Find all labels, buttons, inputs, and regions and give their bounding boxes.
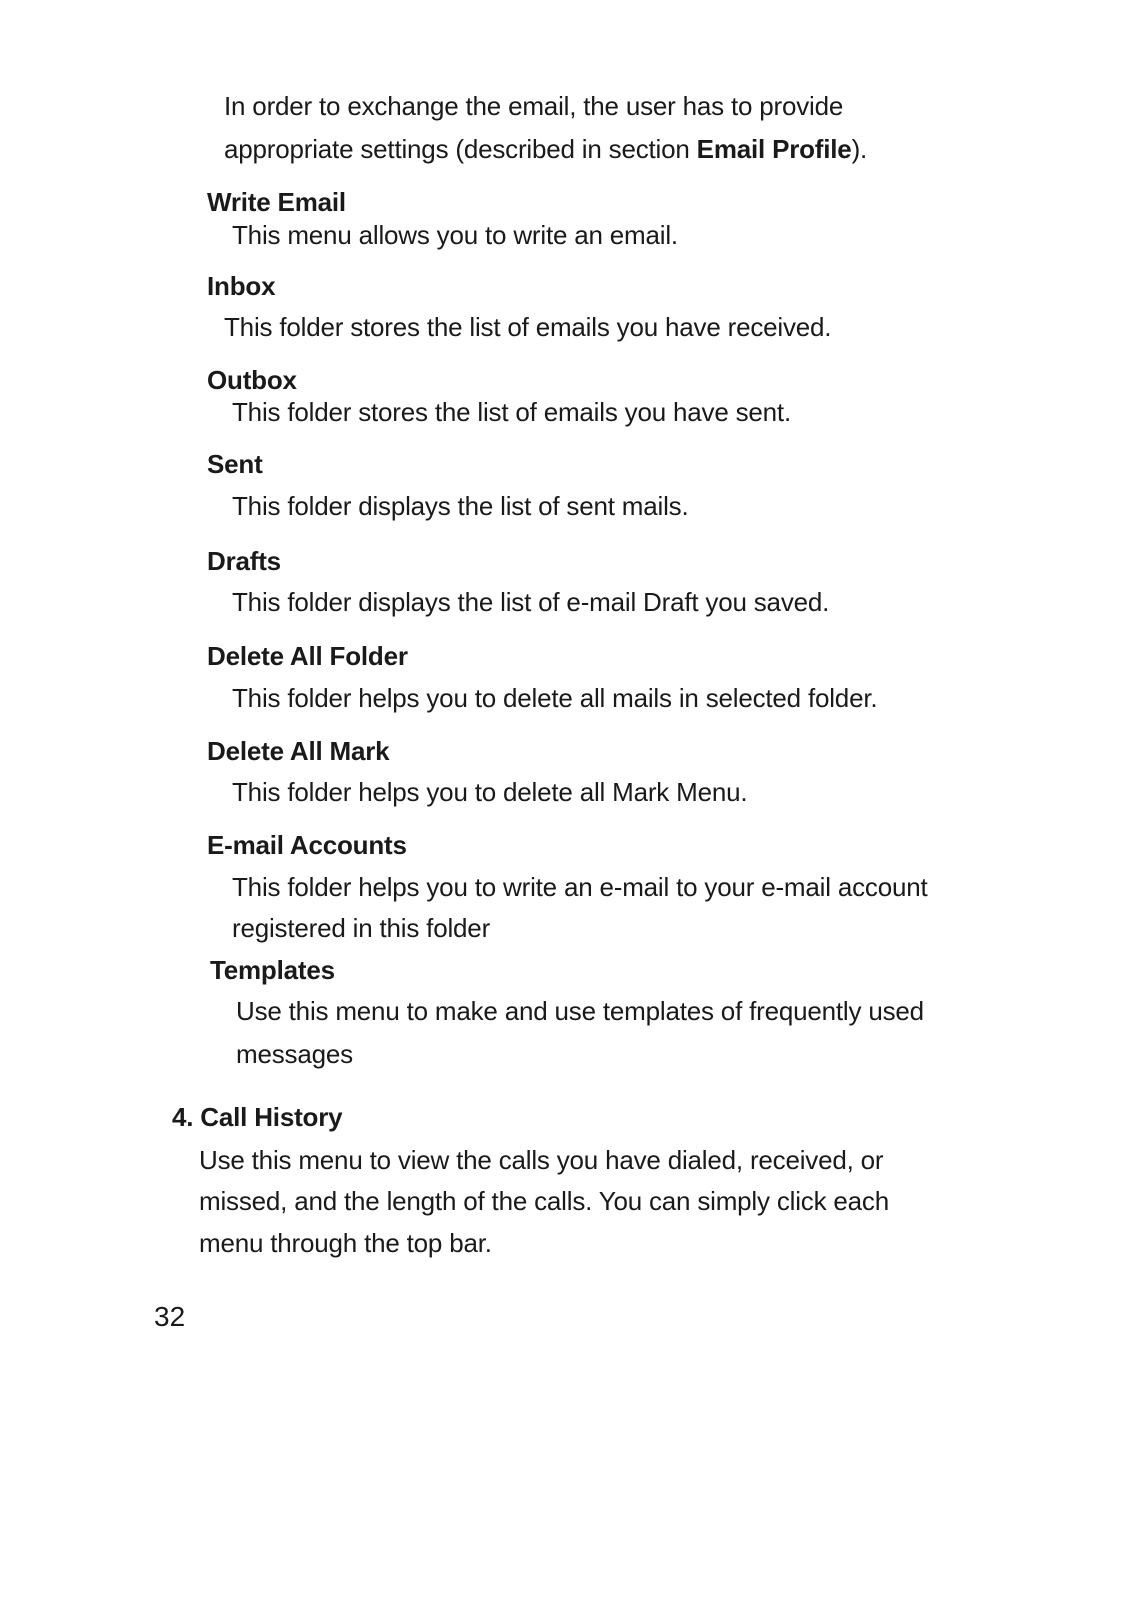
section-title-sent: Sent	[207, 449, 263, 479]
call-history-title: 4. Call History	[172, 1102, 343, 1132]
section-title-templates: Templates	[210, 955, 335, 985]
section-title-drafts: Drafts	[207, 546, 281, 576]
section-text-inbox: This folder stores the list of emails you have received.	[224, 312, 832, 342]
section-title-inbox: Inbox	[207, 271, 276, 301]
section-text-delete-all-folder: This folder helps you to delete all mails in selected folder.	[232, 683, 878, 713]
intro-line-2-end: ).	[851, 134, 868, 164]
page-number: 32	[154, 1301, 186, 1332]
section-text-sent: This folder displays the list of sent mails.	[232, 491, 689, 521]
section-text-email-accounts-2: registered in this folder	[232, 913, 491, 943]
section-text-write-email: This menu allows you to write an email.	[232, 220, 678, 250]
call-history-text-1: Use this menu to view the calls you have dialed, received, or	[199, 1145, 884, 1175]
section-text-delete-all-mark: This folder helps you to delete all Mark Menu.	[232, 777, 748, 807]
intro-line-2-text: appropriate settings (described in section	[224, 134, 697, 164]
section-text-outbox: This folder stores the list of emails you have sent.	[232, 397, 791, 427]
section-text-email-accounts-1: This folder helps you to write an e-mail to your e-mail account	[232, 872, 928, 902]
section-title-delete-all-folder: Delete All Folder	[207, 641, 408, 671]
intro-line-1: In order to exchange the email, the user has to provide	[224, 91, 844, 121]
section-text-drafts: This folder displays the list of e-mail Draft you saved.	[232, 587, 830, 617]
section-title-email-accounts: E-mail Accounts	[207, 830, 407, 860]
section-title-delete-all-mark: Delete All Mark	[207, 736, 390, 766]
section-text-templates-2: messages	[236, 1039, 353, 1069]
call-history-text-3: menu through the top bar.	[199, 1228, 492, 1258]
intro-line-2	[224, 133, 867, 165]
section-title-outbox: Outbox	[207, 365, 297, 395]
call-history-text-2: missed, and the length of the calls. You can simply click each	[199, 1186, 889, 1216]
section-text-templates-1: Use this menu to make and use templates of frequently used	[236, 996, 924, 1026]
email-profile-reference: Email Profile	[696, 134, 852, 164]
section-title-write-email: Write Email	[207, 187, 346, 217]
